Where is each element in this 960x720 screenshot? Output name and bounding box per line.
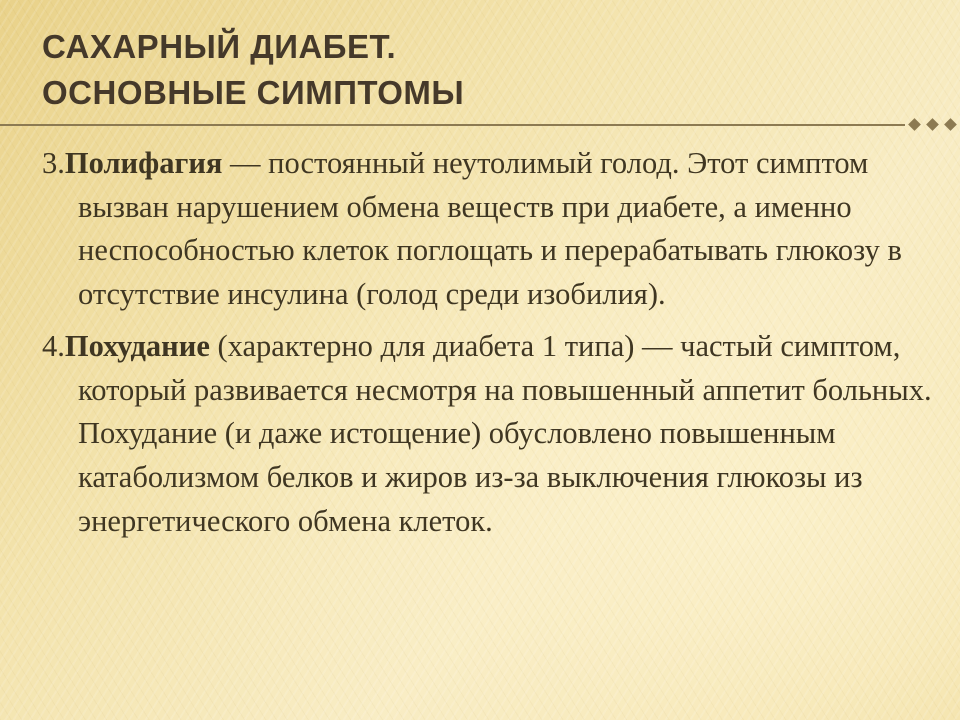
symptom-item-polyphagia	[42, 142, 942, 317]
item-term: Похудание	[64, 328, 210, 363]
item-term: Полифагия	[64, 146, 223, 180]
slide-title-line-1: САХАРНЫЙ ДИАБЕТ.	[42, 28, 397, 65]
item-number: 4.	[42, 328, 65, 363]
slide-body	[42, 142, 942, 543]
item-number: 3.	[42, 146, 65, 180]
divider-diamond-icon	[944, 118, 957, 131]
item-text: — постоянный неутолимый голод. Этот симптом вызван нарушением обмена веществ при диабете, а именно неспособностью клеток поглощать и перерабатывать глюкозу в отсутствие инсулина (голод среди изобилия).	[78, 146, 902, 312]
divider-diamond-icon	[908, 118, 921, 131]
title-divider	[0, 124, 960, 128]
divider-line	[0, 124, 905, 126]
divider-diamond-icon	[926, 118, 939, 131]
item-text: (характерно для диабета 1 типа) — частый симптом, который развивается несмотря на повышенный аппетит больных. Похудание (и даже истощение) обусловлено повышенным катаболизмом белков и жиров из-за выключения глюкозы из энергетического обмена клеток.	[78, 328, 932, 538]
slide-title	[42, 24, 902, 116]
slide-title-line-2: ОСНОВНЫЕ СИМПТОМЫ	[42, 74, 465, 111]
symptom-item-weight-loss	[42, 325, 942, 544]
